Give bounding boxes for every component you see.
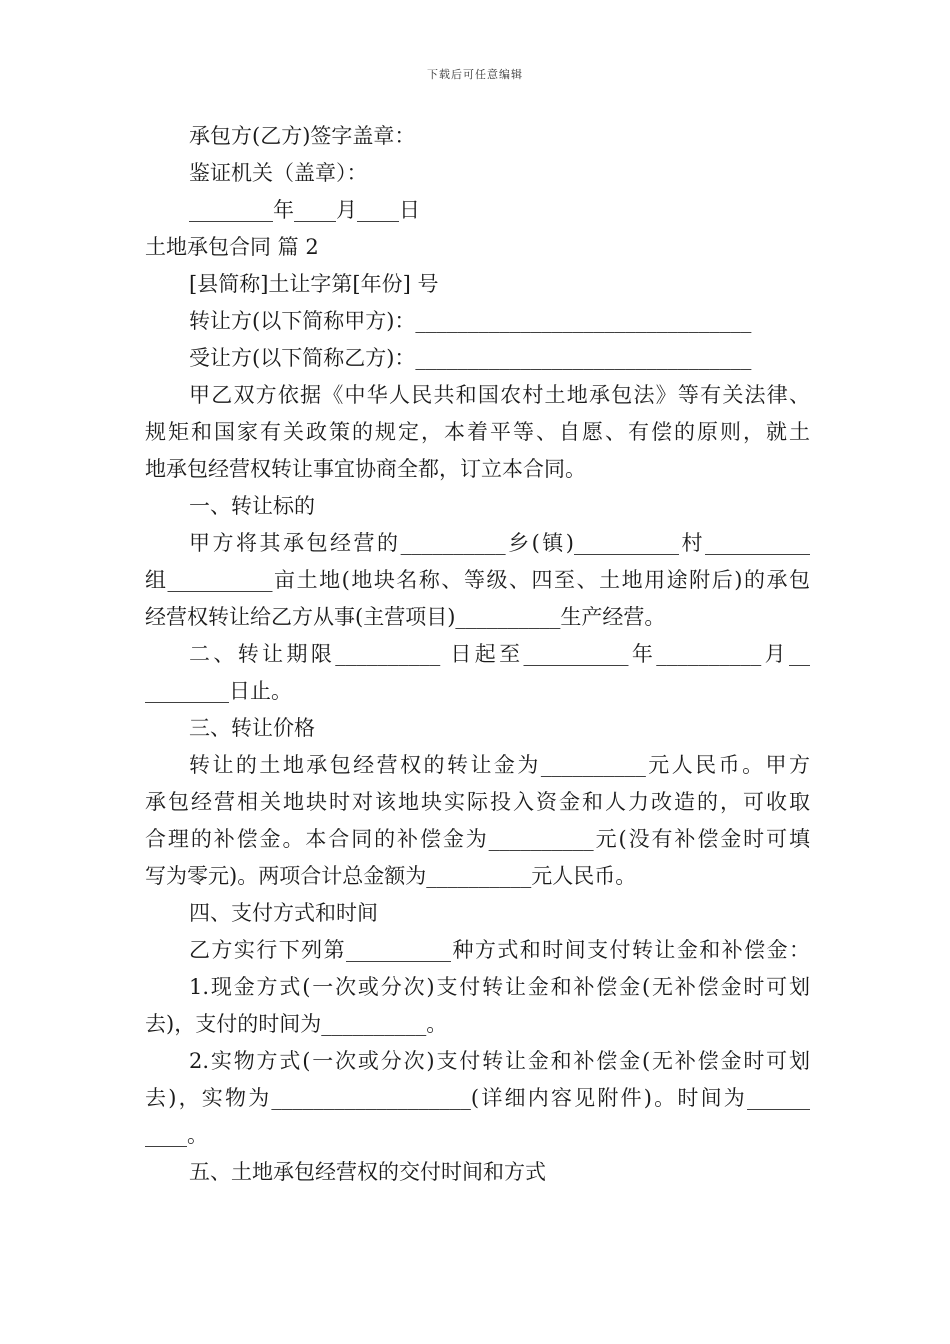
document-line: 去)，实物为___________________(详细内容见附件)。时间为______ [145, 1086, 810, 1110]
document-line: 受让方(以下简称乙方)：________________________________ [189, 346, 752, 370]
document-line: 转让方(以下简称甲方)：________________________________ [189, 309, 752, 333]
document-line: 五、土地承包经营权的交付时间和方式 [189, 1160, 546, 1184]
document-line: 土地承包合同 篇 2 [145, 235, 319, 259]
document-line: 去)，支付的时间为__________。 [145, 1012, 448, 1036]
document-line: 一、转让标的 [189, 494, 315, 518]
document-line: ________日止。 [145, 679, 292, 703]
document-line: 鉴证机关（盖章）： [189, 161, 368, 185]
document-line: 写为零元)。两项合计总金额为__________元人民币。 [145, 864, 637, 888]
document-line: 地承包经营权转让事宜协商全都，订立本合同。 [145, 457, 586, 481]
document-body [145, 118, 810, 1191]
document-line: 转让的土地承包经营权的转让金为__________元人民币。甲方 [189, 753, 810, 777]
document-line: 乙方实行下列第__________种方式和时间支付转让金和补偿金： [189, 938, 810, 962]
document-line: 规矩和国家有关政策的规定，本着平等、自愿、有偿的原则，就土 [145, 420, 810, 444]
document-line: ________年____月____日 [189, 198, 420, 222]
document-line: 甲方将其承包经营的__________乡(镇)__________村__________ [189, 531, 810, 555]
document-line: ____。 [145, 1123, 208, 1147]
document-line: 经营权转让给乙方从事(主营项目)__________生产经营。 [145, 605, 666, 629]
document-line: 甲乙双方依据《中华人民共和国农村土地承包法》等有关法律、 [189, 383, 810, 407]
page-header-note: 下载后可任意编辑 [427, 68, 523, 81]
document-line: 组__________亩土地(地块名称、等级、四至、土地用途附后)的承包 [145, 568, 810, 592]
document-line: 2.实物方式(一次或分次)支付转让金和补偿金(无补偿金时可划 [189, 1049, 810, 1073]
document-line: 合理的补偿金。本合同的补偿金为__________元(没有补偿金时可填 [145, 827, 810, 851]
document-line: 四、支付方式和时间 [189, 901, 378, 925]
document-line: 承包经营相关地块时对该地块实际投入资金和人力改造的，可收取 [145, 790, 810, 814]
document-line: 承包方(乙方)签字盖章： [189, 124, 416, 148]
document-line: 三、转让价格 [189, 716, 315, 740]
document-line: [县简称]土让字第[年份] 号 [189, 272, 439, 296]
document-line: 二、转让期限__________ 日起至__________年__________月__ [189, 642, 810, 666]
document-line: 1.现金方式(一次或分次)支付转让金和补偿金(无补偿金时可划 [189, 975, 810, 999]
